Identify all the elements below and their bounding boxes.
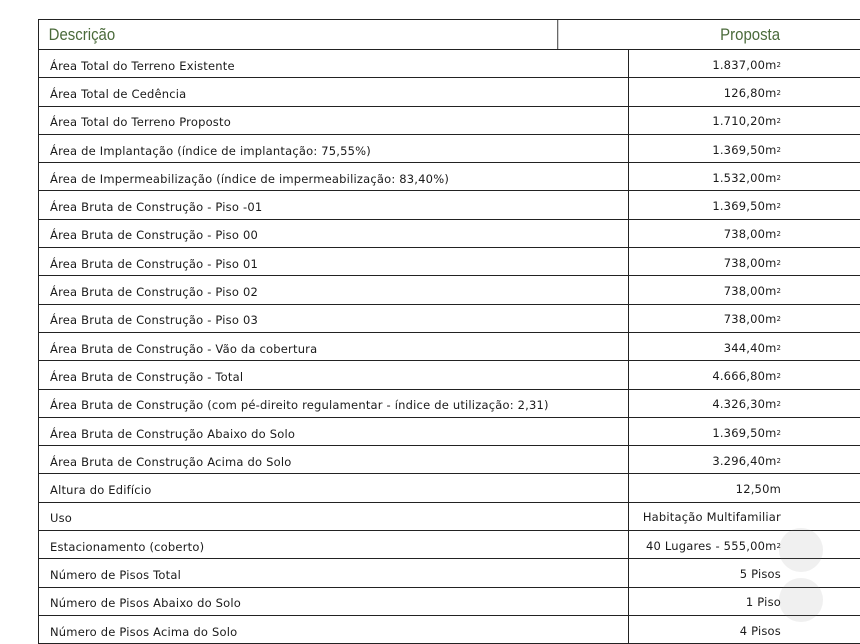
table-row [39, 531, 860, 559]
row-label: Área Bruta de Construção Abaixo do Solo [50, 426, 296, 441]
row-value: 1 Piso [745, 595, 781, 610]
row-value: 126,80m [723, 85, 777, 100]
row-value: 4.326,30m [712, 397, 777, 412]
table-row [39, 191, 860, 219]
table-row [39, 446, 860, 474]
row-value: 40 Lugares - 555,00m [645, 538, 777, 553]
row-value: 4 Pisos [739, 623, 781, 638]
watermark-logo-icon [766, 520, 836, 630]
row-unit-superscript: 2 [776, 315, 781, 324]
row-label: Área Bruta de Construção Acima do Solo [50, 454, 292, 469]
row-label: Área Bruta de Construção (com pé-direito regulamentar - índice de utilização: 2,31) [50, 398, 549, 413]
row-label: Área Bruta de Construção - Piso 01 [50, 256, 258, 271]
row-unit-superscript: 2 [776, 230, 781, 239]
row-value: 738,00m [723, 255, 777, 270]
row-label: Área Total do Terreno Existente [50, 58, 235, 73]
row-label: Número de Pisos Abaixo do Solo [50, 596, 242, 611]
row-value: 4.666,80m [712, 368, 777, 383]
row-label: Número de Pisos Total [50, 567, 181, 582]
row-unit-superscript: 2 [776, 117, 781, 126]
row-label: Área Bruta de Construção - Piso 00 [50, 228, 258, 243]
row-label: Uso [50, 511, 73, 526]
table-row [39, 588, 860, 616]
table-row [39, 474, 860, 502]
row-unit-superscript: 2 [776, 287, 781, 296]
row-value: 1.710,20m [712, 114, 777, 129]
header-proposta: Proposta [720, 24, 781, 44]
row-unit-superscript: 2 [776, 202, 781, 211]
row-label: Área Bruta de Construção - Piso 03 [50, 313, 258, 328]
table-row [39, 248, 860, 276]
table-row [39, 78, 860, 106]
row-label: Área Bruta de Construção - Piso -01 [50, 200, 263, 215]
row-unit-superscript: 2 [776, 428, 781, 437]
row-value: 1.532,00m [712, 170, 777, 185]
row-unit-superscript: 2 [776, 60, 781, 69]
row-label: Área Total do Terreno Proposto [50, 115, 231, 130]
table-row [39, 361, 860, 389]
row-value: 738,00m [723, 227, 777, 242]
table-row [39, 50, 860, 78]
row-label: Área de Implantação (índice de implantação: 75,55%) [50, 143, 371, 158]
table-row [39, 163, 860, 191]
row-label: Número de Pisos Acima do Solo [50, 624, 238, 639]
row-value: 1.369,50m [712, 142, 777, 157]
row-unit-superscript: 2 [776, 541, 781, 550]
row-value: 1.369,50m [712, 199, 777, 214]
row-label: Área de Impermeabilização (índice de impermeabilização: 83,40%) [50, 171, 450, 186]
row-label: Estacionamento (coberto) [50, 539, 205, 554]
row-value: 1.369,50m [712, 425, 777, 440]
table-row [39, 559, 860, 587]
row-unit-superscript: 2 [776, 343, 781, 352]
table-row [39, 616, 860, 644]
row-label: Área Total de Cedência [50, 86, 187, 101]
row-unit-superscript: 2 [776, 258, 781, 267]
table-row [39, 135, 860, 163]
row-unit-superscript: 2 [776, 371, 781, 380]
row-label: Área Bruta de Construção - Vão da cobertura [50, 341, 318, 356]
table-row [39, 418, 860, 446]
table-row [39, 276, 860, 304]
table-header [39, 20, 860, 50]
table-row [39, 305, 860, 333]
table-row [39, 390, 860, 418]
row-unit-superscript: 2 [776, 456, 781, 465]
row-unit-superscript: 2 [776, 88, 781, 97]
row-value: 738,00m [723, 284, 777, 299]
row-label: Altura do Edifício [50, 483, 152, 498]
table-row [39, 220, 860, 248]
row-value: 5 Pisos [739, 566, 781, 581]
table-row [39, 333, 860, 361]
row-value: 12,50m [735, 482, 781, 497]
row-value: 3.296,40m [712, 453, 777, 468]
row-unit-superscript: 2 [776, 145, 781, 154]
header-descricao: Descrição [39, 20, 558, 49]
row-unit-superscript: 2 [776, 173, 781, 182]
row-value: 738,00m [723, 312, 777, 327]
row-label: Área Bruta de Construção - Piso 02 [50, 285, 258, 300]
table-row [39, 107, 860, 135]
row-label: Área Bruta de Construção - Total [50, 369, 244, 384]
row-value: 344,40m [723, 340, 777, 355]
row-value: Habitação Multifamiliar [642, 510, 781, 525]
row-unit-superscript: 2 [776, 400, 781, 409]
row-value: 1.837,00m [712, 57, 777, 72]
table-row [39, 503, 860, 531]
areas-table [38, 19, 860, 644]
